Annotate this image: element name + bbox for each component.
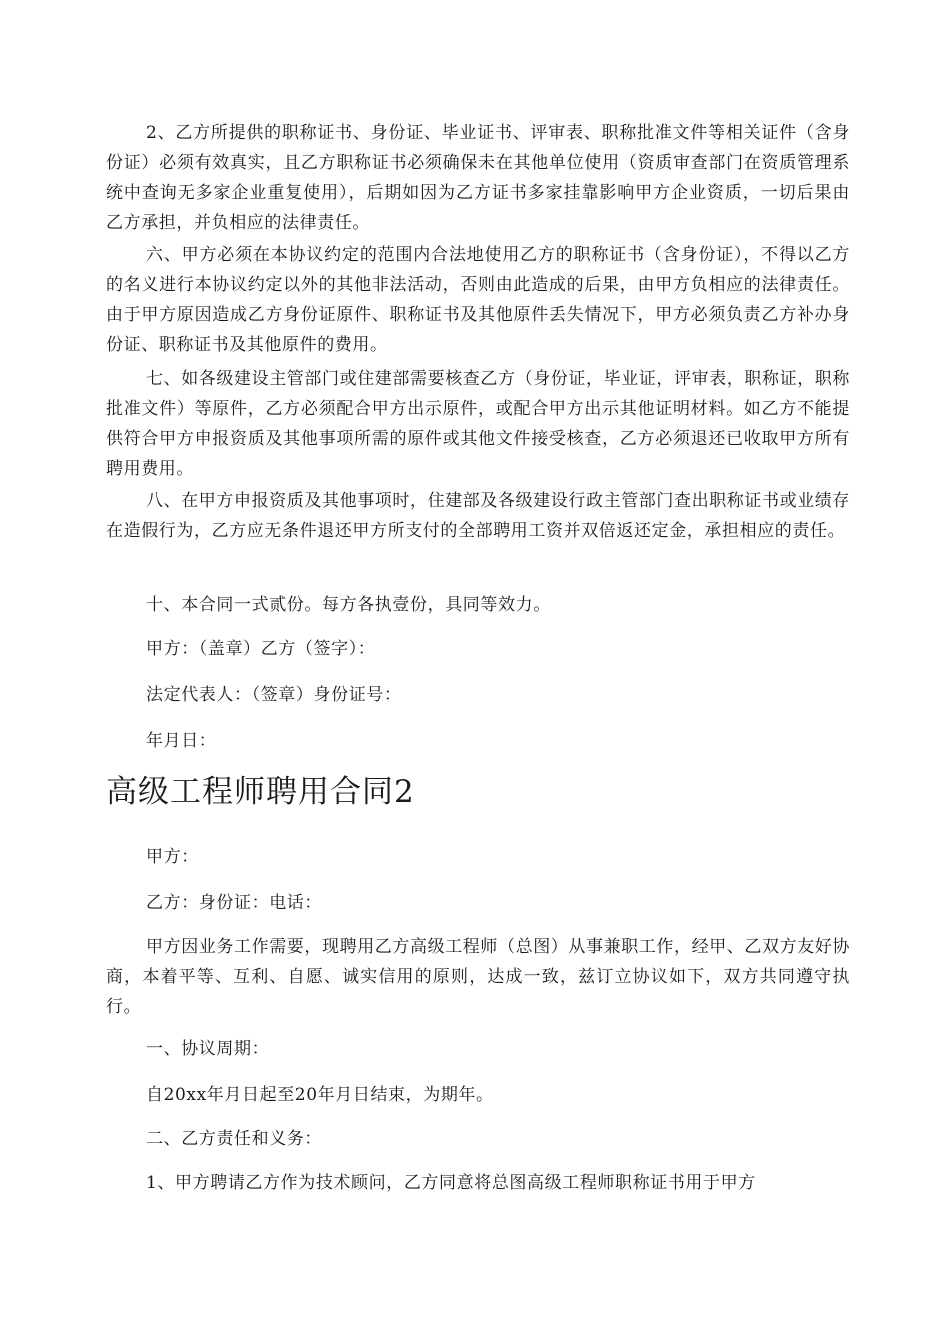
paragraph: 自20xx年月日起至20年月日结束，为期年。 xyxy=(146,1085,494,1105)
clause-eight xyxy=(106,486,850,546)
contract-intro xyxy=(106,932,850,1022)
paragraph: 八、在甲方申报资质及其他事项时，住建部及各级建设行政主管部门查出职称证书或业绩存在造假行为，乙方应无条件退还甲方所支付的全部聘用工资并双倍返还定金，承担相应的责任。 xyxy=(106,491,850,541)
signature-parties xyxy=(106,634,850,664)
paragraph: 1、甲方聘请乙方作为技术顾问，乙方同意将总图高级工程师职称证书用于甲方 xyxy=(146,1173,756,1193)
paragraph: 2、乙方所提供的职称证书、身份证、毕业证书、评审表、职称批准文件等相关证件（含身份证）必须有效真实，且乙方职称证书必须确保未在其他单位使用（资质审查部门在资质管理系统中查询无多家企业重复使用），后期如因为乙方证书多家挂靠影响甲方企业资质，一切后果由乙方承担，并负相应的法律责任。 xyxy=(106,123,850,233)
section-1-heading xyxy=(106,1034,850,1064)
section-1-body xyxy=(106,1080,850,1110)
section-heading: 一、协议周期： xyxy=(146,1039,270,1059)
clause-ten xyxy=(106,590,850,620)
paragraph: 乙方：身份证：电话： xyxy=(146,893,322,913)
section-2-heading xyxy=(106,1124,850,1154)
paragraph: 甲方： xyxy=(146,847,199,867)
contract-title: 高级工程师聘用合同2 xyxy=(106,774,415,810)
section-heading: 二、乙方责任和义务： xyxy=(146,1129,322,1149)
signature-representative xyxy=(106,680,850,710)
signature-line: 甲方：（盖章）乙方（签字）： xyxy=(146,639,376,659)
signature-line: 法定代表人：（签章）身份证号： xyxy=(146,685,402,705)
clause-seven xyxy=(106,364,850,484)
party-b xyxy=(106,888,850,918)
section-2-item-1 xyxy=(106,1168,850,1198)
paragraph: 七、如各级建设主管部门或住建部需要核查乙方（身份证，毕业证，评审表，职称证，职称批准文件）等原件，乙方必须配合甲方出示原件，或配合甲方出示其他证明材料。如乙方不能提供符合甲方申报资质及其他事项所需的原件或其他文件接受核查，乙方必须退还已收取甲方所有聘用费用。 xyxy=(106,369,850,479)
paragraph: 十、本合同一式贰份。每方各执壹份，具同等效力。 xyxy=(146,595,551,615)
signature-line: 年月日： xyxy=(146,731,217,751)
paragraph: 甲方因业务工作需要，现聘用乙方高级工程师（总图）从事兼职工作，经甲、乙双方友好协商，本着平等、互利、自愿、诚实信用的原则，达成一致，兹订立协议如下，双方共同遵守执行。 xyxy=(106,937,850,1017)
clause-six xyxy=(106,240,850,360)
signature-date xyxy=(106,726,850,756)
paragraph: 六、甲方必须在本协议约定的范围内合法地使用乙方的职称证书（含身份证），不得以乙方的名义进行本协议约定以外的其他非法活动，否则由此造成的后果，由甲方负相应的法律责任。由于甲方原因造成乙方身份证原件、职称证书及其他原件丢失情况下，甲方必须负责乙方补办身份证、职称证书及其他原件的费用。 xyxy=(106,245,850,355)
party-a xyxy=(106,842,850,872)
clause-2-certificates xyxy=(106,118,850,238)
